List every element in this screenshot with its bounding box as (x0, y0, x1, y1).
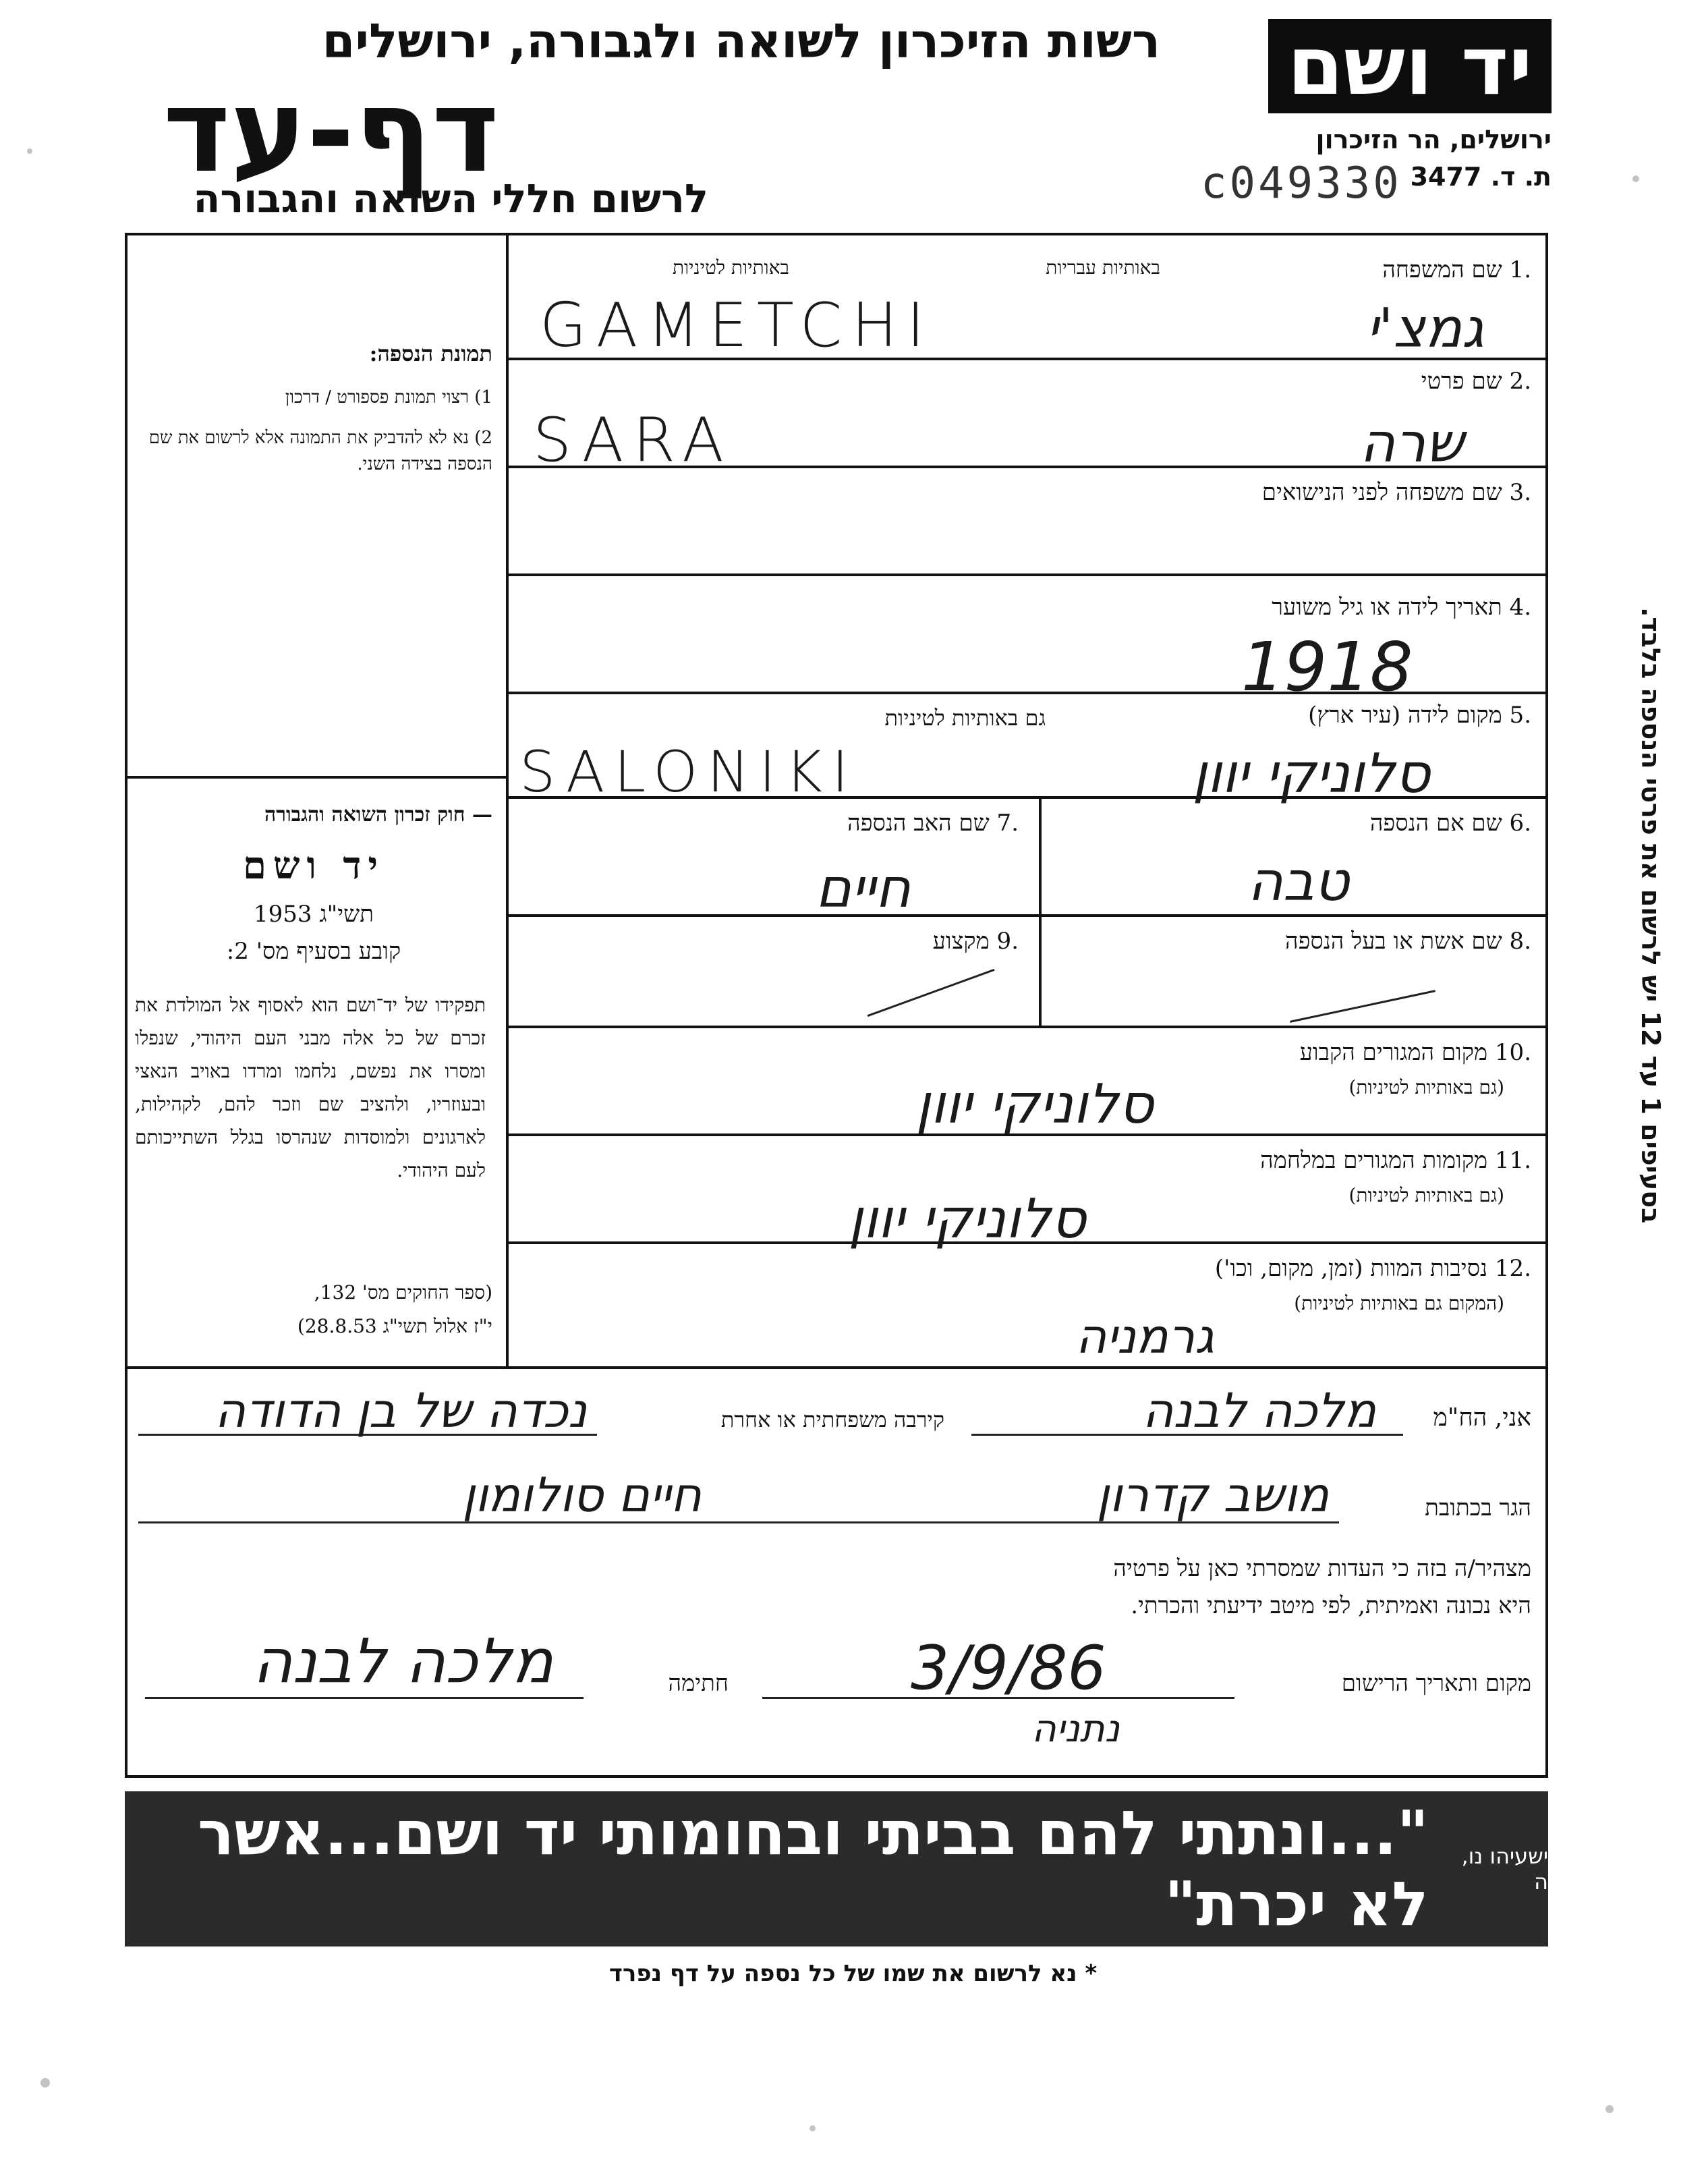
quote-banner (125, 1791, 1548, 1947)
row-line (506, 573, 1548, 576)
field-10-number: .10 (1494, 1039, 1531, 1066)
surname-hebrew-value: גמצ'י (1366, 297, 1484, 360)
law-text: תפקידו של יד־ושם הוא לאסוף אל המולדת את זכרם של כל אלה מבני העם היהודי, שנפלו ומסרו את נפשם, נלחמו ומרדו באויב הנאצי ובעוזריו, ולהציב שם וזכר להם, לקהילות, לארגונים ולמוסדות שנהרסו בגלל השתייכותם לעם היהודי. (135, 994, 486, 1181)
birth-year-value: 1918 (1241, 627, 1413, 706)
authority-title: רשות הזיכרון לשואה ולגבורה, ירושלים (322, 13, 1160, 69)
row-line (125, 1366, 1548, 1369)
relation-label: קירבה משפחתית או אחרת (720, 1407, 944, 1432)
field-12-number: .12 (1494, 1255, 1531, 1282)
field-6-label (1147, 810, 1531, 837)
po-box: ת. ד. 3477 (1410, 162, 1552, 192)
law-source: (ספר החוקים מס' 132, (314, 1281, 492, 1304)
field-5-number: .5 (1509, 702, 1531, 729)
field-4-label (1012, 594, 1531, 621)
box-divider (125, 776, 506, 779)
field-8-number: .8 (1509, 928, 1531, 955)
field-7-text: שם האב הנספה (847, 810, 990, 837)
page-title: דף-עד (163, 65, 499, 198)
footnote: * נא לרשום את שמו של כל נספה על דף נפרד (608, 1960, 1098, 1987)
side-instruction: בסעיפים 1 עד 12 יש לרשום את פרטי הנספה בלבד. (1636, 607, 1666, 1224)
field-10-text: מקום המגורים הקבוע (1299, 1039, 1488, 1066)
field-11-number: .11 (1494, 1147, 1531, 1174)
field-10-label (1079, 1039, 1531, 1066)
field-9-number: .9 (996, 928, 1019, 955)
row-line (506, 914, 1548, 917)
latin-column-label: באותיות לטיניות (672, 256, 789, 279)
law-heading: — חוק זכרון השואה והגבורה (264, 803, 492, 827)
signature-line (145, 1697, 584, 1699)
photo-box-title: תמונת הנספה: (369, 341, 492, 366)
field-3-text: שם משפחה לפני הנישואים (1261, 479, 1502, 506)
field-11-label (1079, 1147, 1531, 1174)
registration-place-value: נתניה (1031, 1707, 1120, 1751)
field-1-number: .1 (1509, 256, 1531, 283)
field-12-hint: (המקום גם באותיות לטיניות) (1294, 1292, 1504, 1314)
address-label: הגר בכתובת (1425, 1494, 1531, 1521)
field-3-label (1012, 479, 1531, 506)
residence-value: סלוניקי יוון (915, 1073, 1154, 1136)
law-name: יד ושם (242, 843, 385, 888)
field-2-text: שם פרטי (1421, 368, 1502, 395)
field-9-text: מקצוע (932, 928, 990, 955)
declarant-label: אני, הח"מ (1433, 1404, 1531, 1432)
field-11-text: מקומות המגורים במלחמה (1260, 1147, 1488, 1174)
column-divider (506, 233, 509, 1366)
statement-line-1: מצהיר/ה בזה כי העדות שמסרתי כאן על פרטיה (1113, 1555, 1531, 1582)
law-year: תשי"ג 1953 (254, 901, 374, 928)
registration-date-value: 3/9/86 (911, 1633, 1106, 1704)
field-8-label (1079, 928, 1531, 955)
date-place-label: מקום ותאריך הרישום (1341, 1670, 1531, 1697)
father-name-value: חיים (815, 857, 911, 920)
hebrew-column-label: באותיות עבריות (1046, 256, 1160, 279)
field-1-label (1214, 256, 1531, 283)
photo-box-item2: 2) נא לא להדביק את התמונה אלא לרשום את שם הנספה בצידה השני. (148, 428, 492, 474)
field-6-number: .6 (1509, 810, 1531, 837)
field-11-hint: (גם באותיות לטיניות) (1348, 1184, 1504, 1206)
field-9-label (742, 928, 1019, 955)
field-7-label (675, 810, 1019, 837)
field-10-hint: (גם באותיות לטיניות) (1348, 1076, 1504, 1098)
field-4-number: .4 (1509, 594, 1531, 621)
wartime-residence-value: סלוניקי יוון (848, 1187, 1086, 1250)
statement-line-2: היא נכונה ואמיתית, לפי מיטב ידיעתי והכרתי. (1131, 1592, 1531, 1619)
address-value: מושב קדרון (1096, 1467, 1329, 1523)
address-line2-value: חיים סולומון (462, 1467, 702, 1523)
field-7-number: .7 (996, 810, 1019, 837)
page-subtitle: לרשום חללי השואה והגבורה (193, 175, 708, 221)
photo-box-item1: 1) רצוי תמונת פספורט / דרכון (285, 387, 492, 408)
field-1-text: שם המשפחה (1382, 256, 1502, 283)
signature-label: חתימה (668, 1670, 729, 1697)
yad-vashem-logo: יד ושם (1268, 19, 1552, 113)
field-8-text: שם אשת או בעל הנספה (1285, 928, 1502, 955)
birthplace-latin-value: SALONIKI (519, 739, 858, 805)
field-5-label (1079, 702, 1531, 729)
banner-source: ישעיהו נו, ה (1461, 1843, 1548, 1895)
mother-name-value: טבה (1247, 850, 1349, 913)
banner-quote: "...ונתתי להם בביתי ובחומותי יד ושם...אשר לא יכרת" (198, 1798, 1429, 1940)
field-3-number: .3 (1509, 479, 1531, 506)
field-5-latin-hint: גם באותיות לטיניות (884, 705, 1046, 731)
row-line (506, 1026, 1548, 1028)
surname-latin-value: GAMETCHI (540, 290, 934, 361)
firstname-hebrew-value: שרה (1359, 412, 1464, 474)
field-2-number: .2 (1509, 368, 1531, 395)
field-2-label (1214, 368, 1531, 395)
law-clause: קובע בסעיף מס' 2: (226, 938, 401, 965)
law-date: י"ז אלול תשי"ג 28.8.53) (297, 1315, 492, 1337)
field-4-text: תאריך לידה או גיל משוער (1272, 594, 1502, 621)
relation-value: נכדה של בן הדודה (215, 1383, 587, 1438)
cell-divider (1039, 796, 1042, 1026)
field-6-text: שם אם הנספה (1369, 810, 1502, 837)
death-circumstances-value: גרמניה (1075, 1309, 1214, 1364)
signature-value: מלכה לבנה (252, 1626, 553, 1697)
field-5-text: מקום לידה (עיר ארץ) (1308, 702, 1502, 729)
birthplace-hebrew-value: סלוניקי יוון (1192, 742, 1430, 805)
firstname-latin-value: SARA (533, 405, 733, 476)
field-12-label (1012, 1255, 1531, 1282)
declarant-value: מלכה לבנה (1142, 1383, 1376, 1438)
field-12-text: נסיבות המוות (זמן, מקום, וכו') (1214, 1255, 1488, 1282)
serial-stamp: c049330 (1201, 159, 1402, 208)
address-line: ירושלים, הר הזיכרון (1315, 125, 1552, 155)
